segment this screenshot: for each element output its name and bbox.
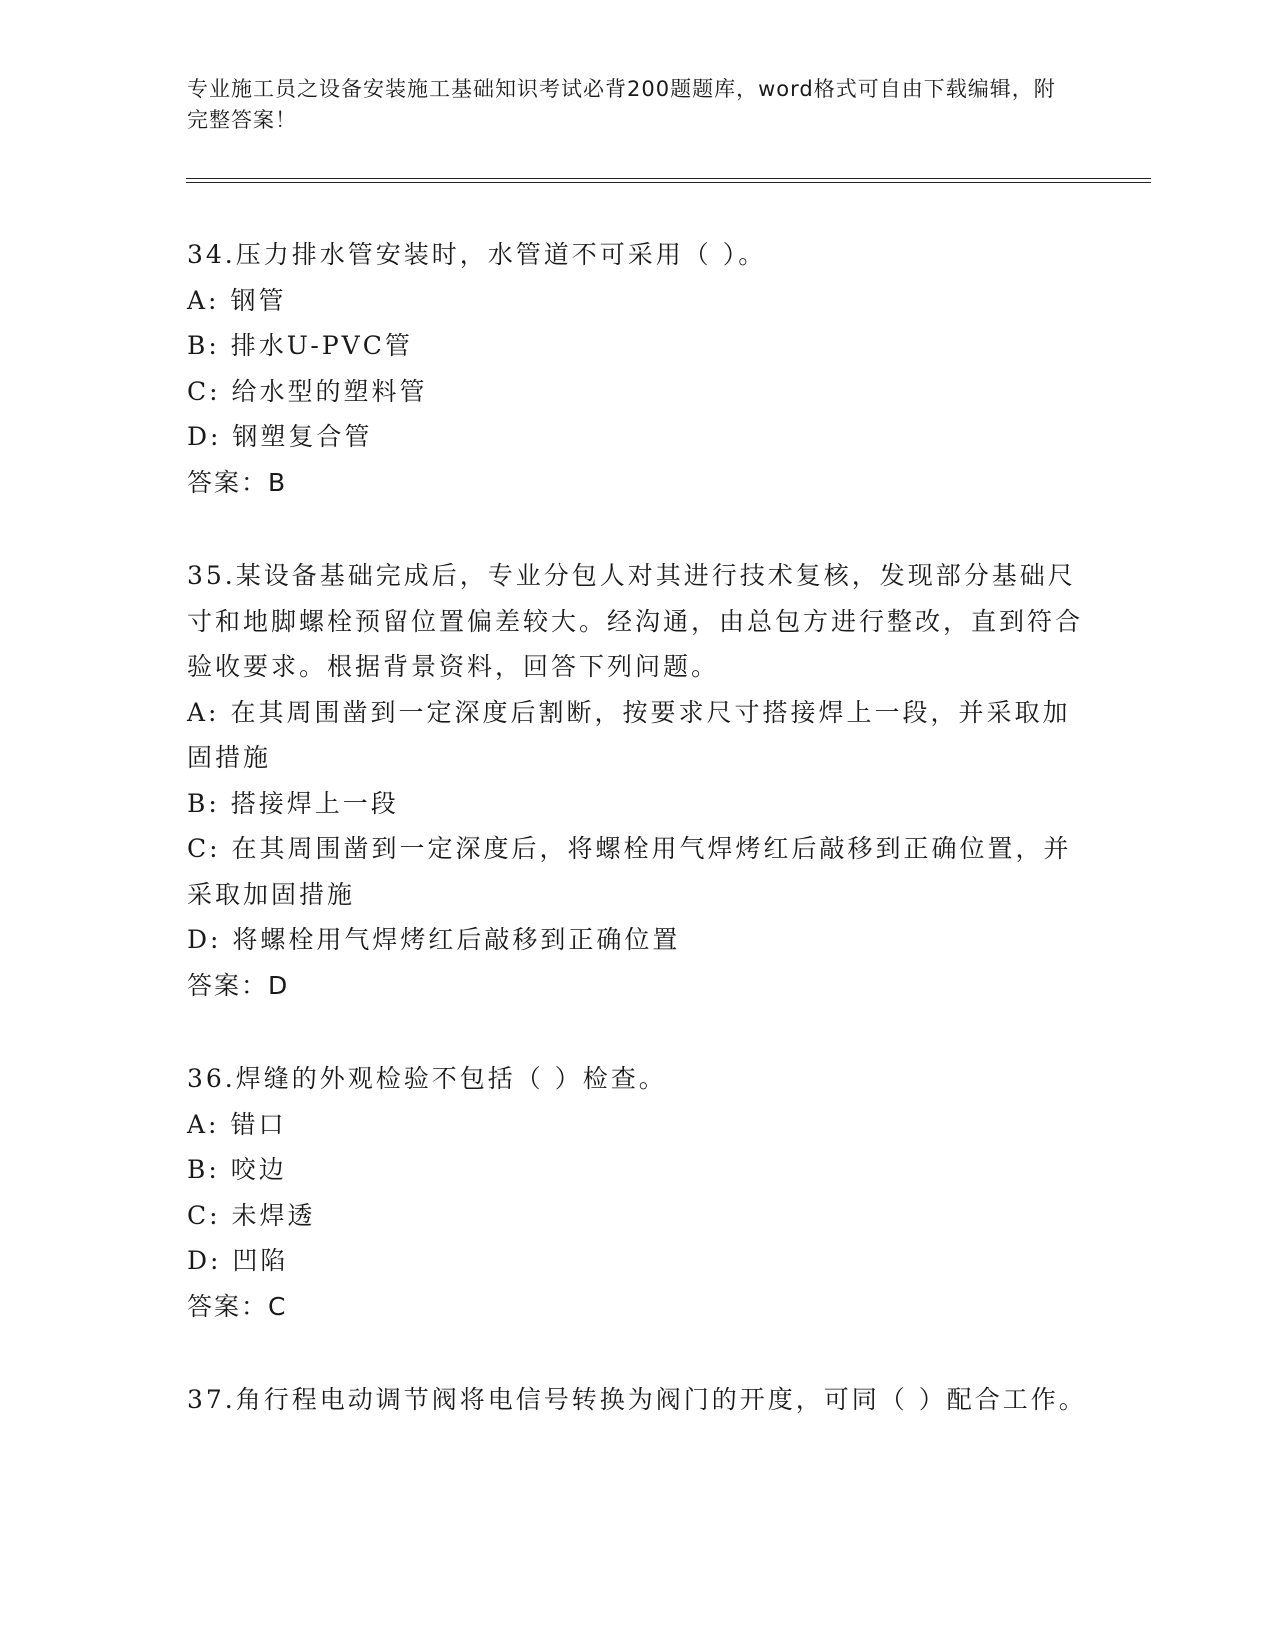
option-letter: A: bbox=[187, 285, 220, 315]
option-b bbox=[187, 323, 1087, 369]
option-letter: D: bbox=[187, 925, 222, 954]
answer-line: 答案：B bbox=[187, 467, 288, 497]
option-d bbox=[187, 917, 1087, 963]
option-letter: A: bbox=[187, 697, 220, 727]
option-letter: B: bbox=[187, 331, 220, 360]
option-text: 凹陷 bbox=[232, 1246, 289, 1275]
question-list bbox=[187, 232, 1087, 1471]
option-b bbox=[187, 1147, 1087, 1193]
option-text: 咬边 bbox=[230, 1155, 287, 1184]
question-36 bbox=[187, 1056, 1087, 1329]
option-letter: A: bbox=[187, 1109, 220, 1139]
option-text: 未焊透 bbox=[231, 1200, 316, 1230]
option-letter: C: bbox=[187, 1200, 221, 1230]
option-text: 钢塑复合管 bbox=[232, 422, 373, 451]
header-divider bbox=[186, 178, 1151, 183]
option-letter: C: bbox=[187, 834, 221, 863]
option-text: 错口 bbox=[230, 1109, 287, 1139]
question-stem: 34.压力排水管安装时，水管道不可采用（ ）。 bbox=[187, 240, 767, 269]
question-34 bbox=[187, 232, 1087, 505]
option-text: 在其周围凿到一定深度后割断，按要求尺寸搭接焊上一段，并采取加固措施 bbox=[187, 697, 1071, 772]
question-stem: 35.某设备基础完成后，专业分包人对其进行技术复核，发现部分基础尺寸和地脚螺栓预留位置偏差较大。经沟通，由总包方进行整改，直到符合验收要求。根据背景资料，回答下列问题。 bbox=[187, 561, 1084, 681]
page-header-title: 专业施工员之设备安装施工基础知识考试必背200题题库，word格式可自由下载编辑，附完整答案！ bbox=[187, 77, 1056, 132]
question-35 bbox=[187, 553, 1087, 1008]
option-text: 排水U-PVC管 bbox=[230, 331, 413, 360]
option-letter: B: bbox=[187, 788, 220, 818]
option-text: 给水型的塑料管 bbox=[231, 376, 428, 406]
option-d bbox=[187, 1238, 1087, 1284]
option-letter: B: bbox=[187, 1155, 220, 1184]
option-b bbox=[187, 781, 1087, 827]
option-c bbox=[187, 369, 1087, 415]
option-d bbox=[187, 414, 1087, 460]
option-text: 将螺栓用气焊烤红后敲移到正确位置 bbox=[232, 925, 681, 954]
option-text: 搭接焊上一段 bbox=[230, 788, 399, 818]
answer-line: 答案：D bbox=[187, 970, 290, 1000]
option-letter: D: bbox=[187, 422, 222, 451]
option-text: 在其周围凿到一定深度后，将螺栓用气焊烤红后敲移到正确位置，并采取加固措施 bbox=[187, 834, 1072, 909]
option-letter: C: bbox=[187, 376, 221, 406]
option-a bbox=[187, 690, 1087, 781]
question-37 bbox=[187, 1377, 1087, 1423]
option-a bbox=[187, 278, 1087, 324]
option-text: 钢管 bbox=[230, 285, 287, 315]
option-c bbox=[187, 1193, 1087, 1239]
question-stem: 36.焊缝的外观检验不包括（ ）检查。 bbox=[187, 1064, 667, 1093]
option-c bbox=[187, 826, 1087, 917]
question-stem: 37.角行程电动调节阀将电信号转换为阀门的开度，可同（ ）配合工作。 bbox=[187, 1385, 1087, 1414]
option-a bbox=[187, 1102, 1087, 1148]
option-letter: D: bbox=[187, 1246, 222, 1275]
answer-line: 答案：C bbox=[187, 1291, 288, 1321]
